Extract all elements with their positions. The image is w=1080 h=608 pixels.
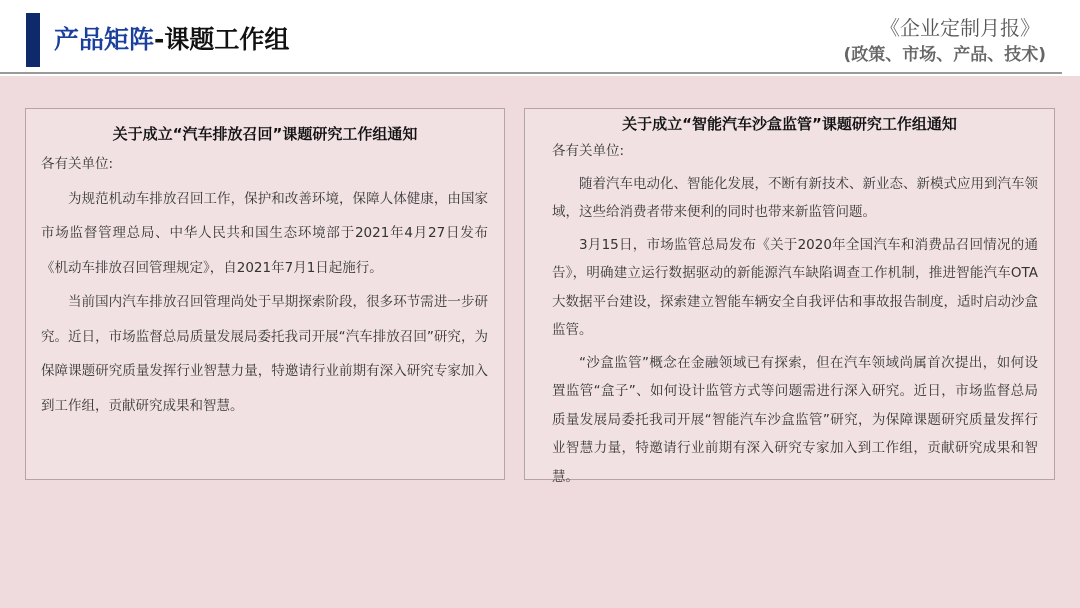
page-title xyxy=(54,22,289,58)
slide-header xyxy=(0,0,1080,76)
notice-paragraph: 3月15日，市场监管总局发布《关于2020年全国汽车和消费品召回情况的通告》，明确建立运行数据驱动的新能源汽车缺陷调查工作机制，推进智能汽车OTA大数据平台建设，探索建立智能车辆安全自我评估和事故报告制度，适时启动沙盒监管。 xyxy=(552,236,1038,338)
content-area xyxy=(0,76,1080,608)
notice-title: 关于成立“汽车排放召回”课题研究工作组通知 xyxy=(112,125,418,143)
report-subtitle: (政策、市场、产品、技术) xyxy=(843,45,1046,65)
title-accent-bar xyxy=(26,13,40,67)
notice-paragraph: “沙盒监管”概念在金融领域已有探索，但在汽车领域尚属首次提出，如何设置监管“盒子”、如何设计监管方式等问题需进行深入研究。近日，市场监督总局质量发展局委托我司开展“智能汽车沙盒监管”研究，为保障课题研究质量发挥行业智慧力量，特邀请行业前期有深入研究专家加入到工作组，贡献研究成果和智慧。 xyxy=(552,354,1038,485)
page-title-sub: -课题工作组 xyxy=(154,25,290,54)
page-title-main: 产品矩阵 xyxy=(54,25,155,54)
emission-recall-notice xyxy=(25,108,505,480)
notice-paragraph: 随着汽车电动化、智能化发展，不断有新技术、新业态、新模式应用到汽车领域，这些给消费者带来便利的同时也带来新监管问题。 xyxy=(552,175,1038,220)
notice-body xyxy=(26,147,504,423)
header-divider xyxy=(0,72,1062,74)
notice-title: 关于成立“智能汽车沙盒监管”课题研究工作组通知 xyxy=(622,115,957,133)
notice-paragraph: 当前国内汽车排放召回管理尚处于早期探索阶段，很多环节需进一步研究。近日，市场监督总局质量发展局委托我司开展“汽车排放召回”研究，为保障课题研究质量发挥行业智慧力量，特邀请行业前期有深入研究专家加入到工作组，贡献研究成果和智慧。 xyxy=(41,294,488,414)
notice-body xyxy=(525,137,1054,491)
notice-paragraph: 为规范机动车排放召回工作，保护和改善环境，保障人体健康，由国家市场监督管理总局、中华人民共和国生态环境部于2021年4月27日发布《机动车排放召回管理规定》，自2021年7月1日起施行。 xyxy=(41,190,488,276)
sandbox-supervision-notice xyxy=(524,108,1055,485)
report-name: 《企业定制月报》 xyxy=(880,16,1040,40)
notice-salutation: 各有关单位: xyxy=(552,143,625,159)
notice-salutation: 各有关单位: xyxy=(41,156,114,172)
